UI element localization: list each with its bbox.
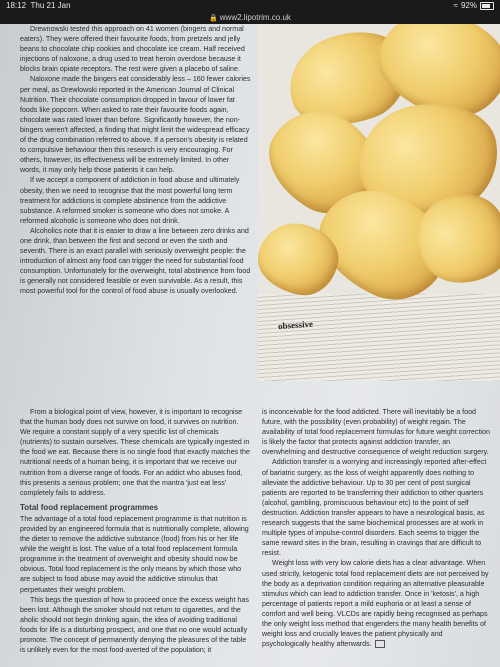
paragraph: From a biological point of view, however, it is important to recognise that the human body does not survive on food, it survives on nutrition. We require a constant supply of a very specific list of chemicals (nutrients) to sustain ourselves. These chemicals are typically ingested in the food we eat. Because there is no single food that exactly matches the nutritional needs of a human being, it is important that we receive our nutrition from a diverse range of foods. For an addict who abuses food, this presents a serious problem; one that the mantra 'just eat less' completely fails to address. <box>20 408 250 497</box>
article-column-3 <box>262 407 490 649</box>
paragraph: This begs the question of how to proceed once the excess weight has been lost. Although the smoker should not return to cigarettes, and the aholic should not begin drinking again, the idea of avoiding traditional foods for life is a disturbing prospect, and one that no one would actually promote. The concept of permanently denying the pleasures of the table is unlikely even for the most food-averted of the population; it <box>20 595 249 655</box>
dictionary-word: obsessive <box>277 318 314 332</box>
article-column-1 <box>20 24 252 297</box>
paragraph: If we accept a component of addiction in food abuse and ultimately obesity, then we need to recognise that the most powerful long term treatment for addictions is complete abstinence from the addictive substance. A reformed smoker is someone who does not smoke. A reformed alcoholic is someone who does not drink. <box>20 176 240 225</box>
battery-percent: 92% <box>460 1 477 10</box>
url-text: www2.lipotrim.co.uk <box>219 13 291 22</box>
dictionary-background <box>258 294 500 381</box>
paragraph: Naloxone made the bingers eat considerably less – 160 fewer calories per meal, as Drewlowski reported in the American Journal of Clinical Nutrition. Their chocolate consumption dropped in favour of lower fat foods like popcorn. When asked to rate their favourite foods again, chocolate was rated lower than before. Significantly however, the non-bingers weren't affected, a finding that might limit the widespread efficacy of the drug combination referred to above. If a person's obesity is related to compulsive behaviour then this research is very encouraging. For others, however, its effectiveness will be extremely limited. In other words, it may only help those patients it can help. <box>20 75 251 175</box>
lock-icon: 🔒 <box>209 15 218 22</box>
crisps-photo <box>258 24 500 381</box>
paragraph: The advantage of a total food replacement programme is that nutrition is provided by an engineered formula that is nutritionally complete, allowing the dieter to remove the addictive substance (food) from his or her life while the weight is lost. The value of a total food replacement formula programme in the treatment of overweight and obesity should now be obvious. Total food replacement is the only means by which those who are subject to food abuse may avoid the addictive stimulus that perpetuates their weight problem. <box>20 514 249 594</box>
paragraph: Alcoholics note that it is easier to draw a line between zero drinks and one drink, than between the first and second or even the sixth and seventh. There is an exact parallel with seriously overweight people: the introduction of almost any food can trigger the need for substantial food consumption. Unfortunately for the overweight, total abstinence from food is generally not considered feasible or even survivable. As a result, this most powerful tool for the control of food abuse is usually overlooked. <box>20 226 251 296</box>
battery-icon <box>480 2 494 10</box>
paragraph: Addiction transfer is a worrying and increasingly reported after-effect of bariatric surgery, as the loss of weight apparently does nothing to alleviate the addictive behaviour. Up to 30 per cent of post surgical patients are reported to be transferring their addiction to other quarters (alcohol, gambling, promiscuous behaviour etc) to the point of self destruction. Addiction transfer appears to have a neurological basis, as research suggests that the same biochemical processes are at work in multiple types of impulse-control disorders. Each seems to trigger the same reward sites in the brain, resulting in cravings that are difficult to resist. <box>262 458 487 558</box>
magazine-page <box>0 24 500 667</box>
paragraph: Weight loss with very low calorie diets has a clear advantage. When used strictly, ketogenic total food replacement diets are not perceived by the body as a deprivation condition requiring an alternative pleasurable stimulus which can lead to addiction transfer. Once in 'ketosis', a high percentage of patients report a mild euphoria or at least a sense of comfort and well being. VLCDs are rapidly being recognised as perhaps the only weight loss method that engenders the many health benefits of weight loss and crucially leaves the patient physically and psychologically healthy afterwards. <box>262 559 489 649</box>
status-bar <box>0 0 500 12</box>
section-heading: Total food replacement programmes <box>20 502 159 512</box>
paragraph: is inconceivable for the food addicted. There will inevitably be a food future, with the possibility (even probability) of weight regain. The availability of total food replacement formulas for future weight correction is likely the factor that protects against addiction transfer, an overwhelming and destructive consequence of weight reduction surgery. <box>262 408 490 457</box>
status-right <box>454 0 494 12</box>
end-mark-icon <box>375 640 385 648</box>
paragraph: Drewnowski tested this approach on 41 women (bingers and normal eaters). They were offered their favourite foods, from pretzels and jelly beans to chocolate chip cookies and chocolate ice cream. Half received injections of naloxone, a drug used to treat heroin overdose because it blocks brain opiate receptors. The rest were given a placebo of saline. <box>20 25 245 74</box>
address-bar[interactable] <box>0 12 500 24</box>
article-column-2 <box>20 407 250 655</box>
wifi-icon: ≈ <box>453 1 458 10</box>
status-time: 18:12 Thu 21 Jan <box>6 1 71 10</box>
